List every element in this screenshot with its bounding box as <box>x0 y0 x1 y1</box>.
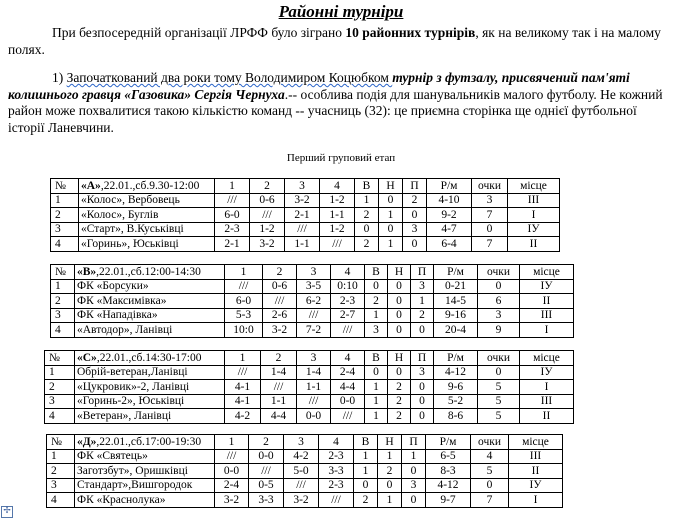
team-name: «Колос», Вербовець <box>79 193 215 208</box>
group-letter: «Д» <box>77 435 97 448</box>
table-row <box>45 365 574 380</box>
group-header-row <box>45 351 574 366</box>
draws-cell: 0 <box>379 193 403 208</box>
points-cell: 3 <box>472 193 508 208</box>
column-header-col-4: 4 <box>320 179 355 194</box>
losses-cell: 3 <box>403 222 427 237</box>
place-cell: ІІ <box>508 237 560 252</box>
col-3-cell: 3-5 <box>297 279 331 294</box>
column-header-draws: Н <box>378 435 402 450</box>
row-number: 3 <box>51 222 79 237</box>
team-name: «Цукровик»-2, Ланівці <box>75 380 225 395</box>
losses-cell: 1 <box>411 294 434 309</box>
group-letter: «В» <box>77 265 97 278</box>
page-title: Районні турніри <box>278 2 404 21</box>
points-cell: 5 <box>478 409 520 424</box>
losses-cell: 0 <box>402 464 426 479</box>
points-cell: 4 <box>471 449 509 464</box>
column-header-col-3: 3 <box>297 351 331 366</box>
number-header: № <box>45 351 75 366</box>
column-header-losses: П <box>402 435 426 450</box>
draws-cell: 2 <box>378 464 402 479</box>
col-1-cell: 2-3 <box>215 222 250 237</box>
team-name: «Старт», В.Куськівці <box>79 222 215 237</box>
column-header-col-2: 2 <box>249 435 284 450</box>
draws-cell: 1 <box>378 449 402 464</box>
team-name: Заготзбут», Оришківці <box>75 464 215 479</box>
wins-cell: 2 <box>354 493 378 508</box>
goal-diff-cell: 9-7 <box>426 493 471 508</box>
col-2-cell: 4-4 <box>261 409 297 424</box>
losses-cell: 0 <box>402 493 426 508</box>
futsal-paragraph <box>8 70 676 136</box>
goal-diff-cell: 14-5 <box>434 294 478 309</box>
column-header-wins: В <box>354 435 378 450</box>
column-header-wins: В <box>355 179 379 194</box>
place-cell: ІУ <box>509 478 563 493</box>
draws-cell: 2 <box>388 409 411 424</box>
group-name-header <box>75 435 215 450</box>
place-cell: ІІІ <box>520 308 574 323</box>
place-cell: ІІ <box>520 409 574 424</box>
points-cell: 5 <box>471 464 509 479</box>
row-number: 4 <box>47 493 75 508</box>
column-header-points: очки <box>478 265 520 280</box>
col-2-cell: 1-1 <box>261 394 297 409</box>
group-letter: «С» <box>77 351 97 364</box>
draws-cell: 0 <box>388 323 411 338</box>
col-1-cell: /// <box>225 279 263 294</box>
col-4-cell: 1-2 <box>320 193 355 208</box>
losses-cell: 0 <box>403 208 427 223</box>
team-name: Обрій-ветеран,Ланівці <box>75 365 225 380</box>
wins-cell: 1 <box>354 464 378 479</box>
col-2-cell: 0-5 <box>249 478 284 493</box>
goal-diff-cell: 9-2 <box>427 208 472 223</box>
points-cell: 0 <box>471 478 509 493</box>
group-header-row <box>51 179 560 194</box>
column-header-losses: П <box>411 265 434 280</box>
goal-diff-cell: 20-4 <box>434 323 478 338</box>
goal-diff-cell: 4-7 <box>427 222 472 237</box>
col-1-cell: 3-2 <box>215 493 249 508</box>
futsal-text-intro: Започаткований два роки тому Володимиром Коцюбком <box>66 70 393 85</box>
row-number: 1 <box>47 449 75 464</box>
losses-cell: 3 <box>411 279 434 294</box>
draws-cell: 1 <box>379 237 403 252</box>
draws-cell: 0 <box>378 478 402 493</box>
column-header-col-3: 3 <box>284 435 319 450</box>
col-2-cell: 2-6 <box>263 308 297 323</box>
number-header: № <box>51 179 79 194</box>
col-1-cell: /// <box>215 449 249 464</box>
col-3-cell: /// <box>285 222 320 237</box>
points-cell: 0 <box>472 222 508 237</box>
table-row <box>51 294 574 309</box>
row-number: 2 <box>51 208 79 223</box>
col-2-cell: /// <box>263 294 297 309</box>
col-2-cell: 3-2 <box>263 323 297 338</box>
place-cell: ІІ <box>509 464 563 479</box>
wins-cell: 0 <box>365 365 388 380</box>
table-row <box>45 409 574 424</box>
row-number: 3 <box>51 308 75 323</box>
row-number: 3 <box>45 394 75 409</box>
column-header-col-4: 4 <box>319 435 354 450</box>
column-header-draws: Н <box>388 265 411 280</box>
row-number: 2 <box>47 464 75 479</box>
group-schedule: ,22.01.,сб.9.30-12:00 <box>100 179 200 192</box>
col-4-cell: 2-4 <box>331 365 365 380</box>
points-cell: 9 <box>478 323 520 338</box>
col-2-cell: 0-6 <box>250 193 285 208</box>
col-1-cell: 10:0 <box>225 323 263 338</box>
wins-cell: 2 <box>365 294 388 309</box>
team-name: ФК «Нападівка» <box>75 308 225 323</box>
column-header-place: місце <box>509 435 563 450</box>
place-cell: ІІ <box>520 294 574 309</box>
item-number: 1) <box>52 70 67 85</box>
team-name: «Колос», Буглів <box>79 208 215 223</box>
draws-cell: 0 <box>388 294 411 309</box>
wins-cell: 2 <box>355 237 379 252</box>
goal-diff-cell: 4-12 <box>434 365 478 380</box>
col-4-cell: /// <box>331 409 365 424</box>
column-header-losses: П <box>411 351 434 366</box>
col-3-cell: /// <box>284 478 319 493</box>
col-3-cell: 4-2 <box>284 449 319 464</box>
column-header-goal-diff: Р/м <box>427 179 472 194</box>
col-2-cell: 0-6 <box>263 279 297 294</box>
wins-cell: 3 <box>365 323 388 338</box>
group-name-header <box>75 351 225 366</box>
col-2-cell: /// <box>250 208 285 223</box>
wins-cell: 0 <box>355 222 379 237</box>
col-1-cell: /// <box>215 193 250 208</box>
points-cell: 6 <box>478 294 520 309</box>
row-number: 3 <box>47 478 75 493</box>
col-1-cell: 4-1 <box>225 380 261 395</box>
column-header-col-3: 3 <box>297 265 331 280</box>
wins-cell: 1 <box>365 380 388 395</box>
draws-cell: 2 <box>388 380 411 395</box>
place-cell: ІІІ <box>520 394 574 409</box>
col-4-cell: 2-3 <box>319 449 354 464</box>
col-3-cell: 1-4 <box>297 365 331 380</box>
row-number: 1 <box>51 193 79 208</box>
col-3-cell: 2-1 <box>285 208 320 223</box>
goal-diff-cell: 6-5 <box>426 449 471 464</box>
place-cell: І <box>520 323 574 338</box>
col-4-cell: 0:10 <box>331 279 365 294</box>
place-cell: ІІІ <box>508 193 560 208</box>
col-3-cell: 6-2 <box>297 294 331 309</box>
col-2-cell: 1-4 <box>261 365 297 380</box>
col-1-cell: 5-3 <box>225 308 263 323</box>
losses-cell: 0 <box>411 323 434 338</box>
col-3-cell: 0-0 <box>297 409 331 424</box>
column-header-col-1: 1 <box>225 265 263 280</box>
col-2-cell: /// <box>261 380 297 395</box>
row-number: 2 <box>45 380 75 395</box>
place-cell: ІІІ <box>509 449 563 464</box>
draws-cell: 0 <box>388 365 411 380</box>
row-number: 4 <box>51 237 79 252</box>
col-3-cell: /// <box>297 308 331 323</box>
group-schedule: ,22.01.,сб.12:00-14:30 <box>96 265 201 278</box>
column-header-col-1: 1 <box>215 179 250 194</box>
losses-cell: 0 <box>411 380 434 395</box>
wins-cell: 0 <box>354 478 378 493</box>
col-2-cell: 3-3 <box>249 493 284 508</box>
row-number: 1 <box>51 279 75 294</box>
losses-cell: 3 <box>402 478 426 493</box>
goal-diff-cell: 4-10 <box>427 193 472 208</box>
col-4-cell: /// <box>320 237 355 252</box>
wins-cell: 1 <box>365 308 388 323</box>
column-header-place: місце <box>520 265 574 280</box>
group-name-header <box>75 265 225 280</box>
draws-cell: 2 <box>388 394 411 409</box>
table-row <box>51 279 574 294</box>
place-cell: ІУ <box>520 279 574 294</box>
column-header-goal-diff: Р/м <box>434 265 478 280</box>
group-table <box>50 178 560 252</box>
goal-diff-cell: 8-3 <box>426 464 471 479</box>
col-2-cell: 3-2 <box>250 237 285 252</box>
col-4-cell: 2-3 <box>319 478 354 493</box>
col-1-cell: 2-4 <box>215 478 249 493</box>
losses-cell: 0 <box>411 394 434 409</box>
column-header-col-2: 2 <box>250 179 285 194</box>
col-2-cell: 1-2 <box>250 222 285 237</box>
table-row <box>47 478 563 493</box>
points-cell: 5 <box>478 394 520 409</box>
team-name: ФК «Борсуки» <box>75 279 225 294</box>
column-header-points: очки <box>472 179 508 194</box>
place-cell: І <box>508 208 560 223</box>
col-3-cell: 1-1 <box>285 237 320 252</box>
points-cell: 5 <box>478 380 520 395</box>
col-4-cell: 4-4 <box>331 380 365 395</box>
col-2-cell: 0-0 <box>249 449 284 464</box>
column-header-goal-diff: Р/м <box>426 435 471 450</box>
wins-cell: 0 <box>365 279 388 294</box>
group-schedule: ,22.01.,сб.17:00-19:30 <box>96 435 202 448</box>
number-header: № <box>51 265 75 280</box>
group-table <box>46 434 563 508</box>
place-cell: І <box>520 380 574 395</box>
futsal-text-emphasis: турнір з футзалу, присвячений пам'яті колишнього гравця «Газовика» Сергія Чернуха <box>8 70 630 102</box>
points-cell: 0 <box>478 365 520 380</box>
table-row <box>51 222 560 237</box>
losses-cell: 0 <box>403 237 427 252</box>
goal-diff-cell: 0-21 <box>434 279 478 294</box>
row-number: 1 <box>45 365 75 380</box>
team-name: «Автодор», Ланівці <box>75 323 225 338</box>
table-row <box>51 308 574 323</box>
goal-diff-cell: 4-12 <box>426 478 471 493</box>
group-table <box>50 264 574 338</box>
col-4-cell: 2-3 <box>331 294 365 309</box>
points-cell: 7 <box>472 237 508 252</box>
row-number: 4 <box>51 323 75 338</box>
table-row <box>51 193 560 208</box>
losses-cell: 2 <box>411 308 434 323</box>
team-name: ФК «Святець» <box>75 449 215 464</box>
goal-diff-cell: 9-16 <box>434 308 478 323</box>
col-1-cell: 4-2 <box>225 409 261 424</box>
col-4-cell: /// <box>319 493 354 508</box>
column-header-points: очки <box>478 351 520 366</box>
draws-cell: 0 <box>388 279 411 294</box>
col-3-cell: 1-1 <box>297 380 331 395</box>
wins-cell: 1 <box>365 394 388 409</box>
intro-text-start: При безпосередній організації ЛРФФ було зіграно <box>52 25 346 40</box>
column-header-place: місце <box>508 179 560 194</box>
team-name: ФК «Максимівка» <box>75 294 225 309</box>
group-name-header <box>79 179 215 194</box>
table-row <box>47 449 563 464</box>
team-name: «Горинь», Юськівці <box>79 237 215 252</box>
col-3-cell: 3-2 <box>285 193 320 208</box>
group-header-row <box>47 435 563 450</box>
team-name: «Горинь-2», Юськівці <box>75 394 225 409</box>
intro-text-end: , як на великому так і на малому полях. <box>8 25 661 57</box>
table-move-handle-icon[interactable]: ✢ <box>1 506 13 518</box>
column-header-col-1: 1 <box>215 435 249 450</box>
wins-cell: 1 <box>354 449 378 464</box>
goal-diff-cell: 6-4 <box>427 237 472 252</box>
wins-cell: 1 <box>365 409 388 424</box>
column-header-col-2: 2 <box>263 265 297 280</box>
column-header-draws: Н <box>379 179 403 194</box>
goal-diff-cell: 9-6 <box>434 380 478 395</box>
wins-cell: 1 <box>355 193 379 208</box>
col-4-cell: /// <box>331 323 365 338</box>
col-1-cell: 0-0 <box>215 464 249 479</box>
col-1-cell: 6-0 <box>215 208 250 223</box>
draws-cell: 1 <box>379 208 403 223</box>
intro-paragraph <box>8 25 676 58</box>
column-header-wins: В <box>365 351 388 366</box>
col-1-cell: 6-0 <box>225 294 263 309</box>
col-3-cell: 7-2 <box>297 323 331 338</box>
col-4-cell: 0-0 <box>331 394 365 409</box>
stage-title: Перший груповий етап <box>286 152 396 164</box>
column-header-col-2: 2 <box>261 351 297 366</box>
col-3-cell: 5-0 <box>284 464 319 479</box>
draws-cell: 0 <box>388 308 411 323</box>
column-header-points: очки <box>471 435 509 450</box>
row-number: 4 <box>45 409 75 424</box>
losses-cell: 1 <box>402 449 426 464</box>
points-cell: 7 <box>472 208 508 223</box>
futsal-text-body: .-- особлива подія для шанувальників малого футболу. Не кожний район може похвалитися такою кількістю команд -- учасниць (32): це приємна сторінка ще однієї футбольної історії Ланевчини. <box>8 86 663 135</box>
column-header-place: місце <box>520 351 574 366</box>
place-cell: ІУ <box>508 222 560 237</box>
table-row <box>51 237 560 252</box>
goal-diff-cell: 5-2 <box>434 394 478 409</box>
table-row <box>51 323 574 338</box>
number-header: № <box>47 435 75 450</box>
group-schedule: ,22.01.,сб.14:30-17:00 <box>96 351 202 364</box>
goal-diff-cell: 8-6 <box>434 409 478 424</box>
col-4-cell: 1-1 <box>320 208 355 223</box>
col-3-cell: 3-2 <box>284 493 319 508</box>
table-row <box>47 464 563 479</box>
col-3-cell: /// <box>297 394 331 409</box>
points-cell: 3 <box>478 308 520 323</box>
place-cell: І <box>509 493 563 508</box>
col-1-cell: /// <box>225 365 261 380</box>
table-row <box>47 493 563 508</box>
column-header-draws: Н <box>388 351 411 366</box>
col-4-cell: 3-3 <box>319 464 354 479</box>
column-header-losses: П <box>403 179 427 194</box>
team-name: ФК «Краснолука» <box>75 493 215 508</box>
table-row <box>45 394 574 409</box>
column-header-goal-diff: Р/м <box>434 351 478 366</box>
group-table <box>44 350 574 424</box>
draws-cell: 1 <box>378 493 402 508</box>
team-name: «Ветеран», Ланівці <box>75 409 225 424</box>
losses-cell: 3 <box>411 365 434 380</box>
column-header-col-4: 4 <box>331 351 365 366</box>
group-letter: «А» <box>81 179 101 192</box>
group-header-row <box>51 265 574 280</box>
losses-cell: 2 <box>403 193 427 208</box>
col-1-cell: 2-1 <box>215 237 250 252</box>
column-header-col-4: 4 <box>331 265 365 280</box>
points-cell: 0 <box>478 279 520 294</box>
intro-text-bold: 10 районних турнірів <box>345 25 476 40</box>
column-header-col-3: 3 <box>285 179 320 194</box>
losses-cell: 0 <box>411 409 434 424</box>
column-header-wins: В <box>365 265 388 280</box>
team-name: Стандарт»,Вишгородок <box>75 478 215 493</box>
col-1-cell: 4-1 <box>225 394 261 409</box>
points-cell: 7 <box>471 493 509 508</box>
column-header-col-1: 1 <box>225 351 261 366</box>
table-row <box>51 208 560 223</box>
table-row <box>45 380 574 395</box>
draws-cell: 0 <box>379 222 403 237</box>
row-number: 2 <box>51 294 75 309</box>
col-4-cell: 2-7 <box>331 308 365 323</box>
wins-cell: 2 <box>355 208 379 223</box>
col-4-cell: 1-2 <box>320 222 355 237</box>
place-cell: ІУ <box>520 365 574 380</box>
col-2-cell: /// <box>249 464 284 479</box>
